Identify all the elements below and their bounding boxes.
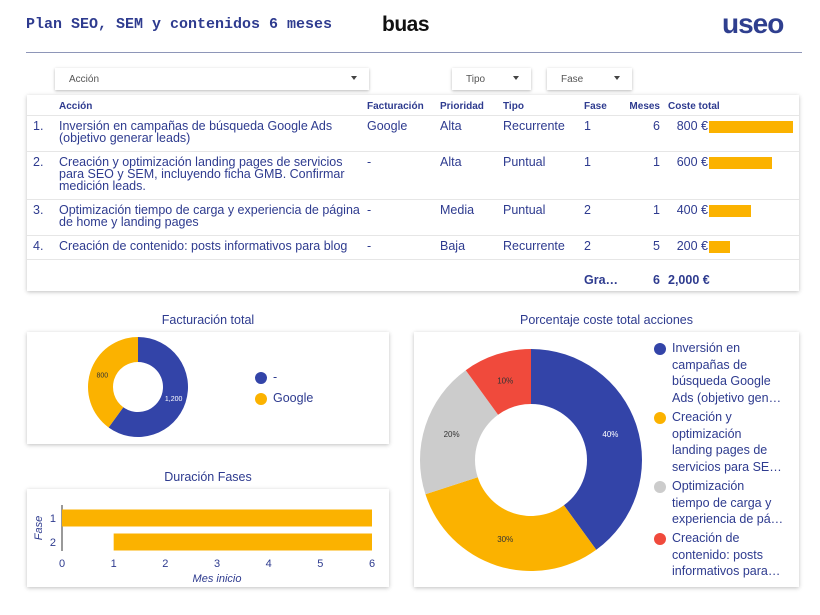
cell-idx: 3.: [27, 199, 59, 235]
cell-accion: Optimización tiempo de carga y experiencia de página de home y landing pages: [59, 199, 367, 235]
cell-meses: 5: [625, 235, 668, 259]
slice-value-label: 20%: [443, 429, 460, 439]
phase-bar[interactable]: [62, 510, 372, 527]
caret-down-icon: [614, 76, 620, 80]
y-tick-label: 1: [49, 513, 56, 525]
legend-item[interactable]: [654, 478, 784, 528]
cell-facturacion: -: [367, 235, 440, 259]
legend-item[interactable]: [654, 340, 784, 406]
x-axis-title: Mes inicio: [192, 573, 242, 585]
total-label: Gra…: [584, 259, 625, 293]
cell-prioridad: Media: [440, 199, 503, 235]
caret-down-icon: [513, 76, 519, 80]
x-tick-label: 2: [162, 558, 169, 570]
column-header[interactable]: Acción: [59, 100, 93, 112]
cell-coste: [668, 151, 799, 199]
cell-coste: [668, 115, 799, 151]
facturacion-donut-chart: [27, 332, 389, 444]
chart-title: Porcentaje coste total acciones: [519, 313, 694, 327]
duracion-chart-card: [27, 489, 389, 587]
actions-table: [27, 95, 799, 293]
legend-label: Optimización tiempo de carga y experiencia de pá…: [672, 479, 784, 526]
table-row[interactable]: [27, 235, 799, 259]
fase-filter-dropdown[interactable]: [547, 68, 632, 90]
legend-dot-icon: [654, 481, 666, 493]
cell-prioridad: Alta: [440, 115, 503, 151]
x-tick-label: 0: [58, 558, 66, 570]
legend-item[interactable]: [255, 390, 313, 407]
tipo-filter-label: Tipo: [466, 73, 486, 85]
legend-dot-icon: [654, 343, 666, 355]
legend-item[interactable]: [255, 369, 277, 386]
chart-title: Duración Fases: [164, 470, 252, 484]
cell-idx: 2.: [27, 151, 59, 199]
x-tick-label: 5: [317, 558, 324, 570]
cell-coste: [668, 235, 799, 259]
facturacion-chart-card: [27, 332, 389, 444]
cost-bar: [709, 121, 793, 133]
duracion-fases-chart: [27, 489, 389, 587]
slice-value-label: 40%: [602, 429, 619, 439]
accion-filter-label: Acción: [69, 73, 100, 85]
cell-fase: 1: [584, 151, 625, 199]
total-meses: 6: [625, 259, 668, 293]
x-tick-label: 1: [110, 558, 117, 570]
cell-meses: 1: [625, 199, 668, 235]
table-row[interactable]: [27, 199, 799, 235]
cell-facturacion: -: [367, 151, 440, 199]
cost-bar: [709, 205, 751, 217]
cell-accion: Creación de contenido: posts informativos para blog: [59, 235, 367, 259]
legend-label: Google: [273, 391, 314, 405]
actions-table-card: [27, 95, 799, 291]
slice-value-label: 800: [96, 372, 109, 380]
donut-slice[interactable]: [425, 477, 596, 571]
caret-down-icon: [351, 76, 357, 80]
legend-item[interactable]: [654, 530, 784, 580]
slice-value-label: 1,200: [164, 395, 183, 403]
column-header[interactable]: Meses: [629, 100, 660, 112]
cell-accion: Creación y optimización landing pages de servicios para SEO y SEM, incluyendo ficha GMB. Confirmar medición leads.: [59, 151, 367, 199]
column-header[interactable]: Fase: [584, 100, 607, 112]
chart-title: Facturación total: [161, 313, 255, 327]
legend-label: Creación y optimización landing pages de servicios para SE…: [672, 410, 782, 474]
y-tick-label: 2: [49, 537, 56, 549]
cell-prioridad: Baja: [440, 235, 503, 259]
cost-label: 200 €: [676, 238, 708, 253]
phase-bar[interactable]: [114, 534, 372, 551]
cost-label: 800 €: [676, 118, 708, 133]
cell-idx: 1.: [27, 115, 59, 151]
cell-tipo: Puntual: [503, 199, 584, 235]
fase-filter-label: Fase: [561, 73, 584, 85]
cost-label: 400 €: [676, 202, 708, 217]
accion-filter-dropdown[interactable]: [55, 68, 369, 90]
legend-item[interactable]: [654, 409, 784, 475]
cell-tipo: Recurrente: [503, 115, 584, 151]
cell-meses: 6: [625, 115, 668, 151]
cell-tipo: Puntual: [503, 151, 584, 199]
useo-logo: useo: [722, 8, 784, 39]
cell-tipo: Recurrente: [503, 235, 584, 259]
porcentaje-chart-card: [414, 332, 799, 587]
column-header[interactable]: Tipo: [503, 100, 524, 112]
header-divider: [26, 52, 802, 53]
cost-bar: [709, 241, 730, 253]
table-row[interactable]: [27, 151, 799, 199]
legend-dot-icon: [654, 533, 666, 545]
total-coste: 2,000 €: [668, 259, 799, 293]
x-tick-label: 4: [265, 558, 272, 570]
legend-dot-icon: [255, 393, 267, 405]
cell-prioridad: Alta: [440, 151, 503, 199]
page-title: Plan SEO, SEM y contenidos 6 meses: [26, 16, 333, 33]
legend-dot-icon: [255, 372, 267, 384]
cell-fase: 2: [584, 199, 625, 235]
legend-label: -: [273, 370, 278, 384]
x-tick-label: 3: [213, 558, 221, 570]
legend-label: Creación de contenido: posts informativos para…: [672, 531, 781, 578]
buas-logo: buas: [382, 13, 430, 36]
tipo-filter-dropdown[interactable]: [452, 68, 531, 90]
cell-coste: [668, 199, 799, 235]
cell-accion: Inversión en campañas de búsqueda Google Ads (objetivo generar leads): [59, 115, 367, 151]
cell-fase: 2: [584, 235, 625, 259]
column-header[interactable]: Prioridad: [440, 100, 484, 112]
legend-label: Inversión en campañas de búsqueda Google Ads (objetivo gen…: [672, 341, 782, 405]
table-total-row: [27, 259, 799, 293]
slice-value-label: 30%: [497, 535, 514, 545]
legend-dot-icon: [654, 412, 666, 424]
table-header-row: [27, 95, 799, 115]
slice-value-label: 10%: [497, 376, 514, 386]
cell-idx: 4.: [27, 235, 59, 259]
column-header[interactable]: Coste total: [668, 100, 720, 112]
x-tick-label: 6: [368, 558, 376, 570]
column-header[interactable]: Facturación: [367, 100, 424, 112]
cell-facturacion: Google: [367, 115, 440, 151]
table-row[interactable]: [27, 115, 799, 151]
cost-bar: [709, 157, 772, 169]
cost-label: 600 €: [676, 154, 708, 169]
cell-facturacion: -: [367, 199, 440, 235]
cell-meses: 1: [625, 151, 668, 199]
y-axis-title: Fase: [33, 515, 45, 541]
cell-fase: 1: [584, 115, 625, 151]
